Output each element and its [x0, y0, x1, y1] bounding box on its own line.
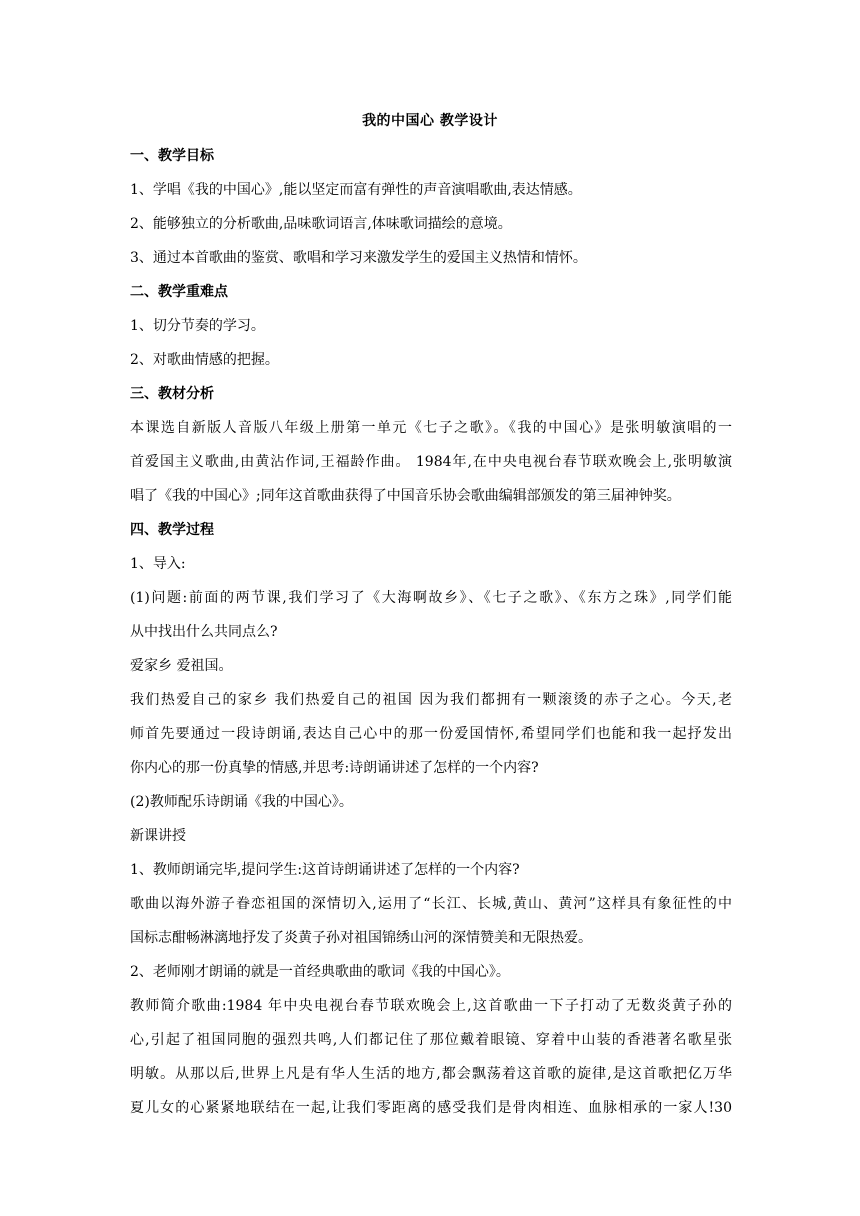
section-heading: 四、教学过程 [130, 522, 214, 538]
paragraph-line: 明敏。从那以后,世界上凡是有华人生活的地方,都会飘荡着这首歌的旋律,是这首歌把亿万华 [130, 1066, 732, 1082]
paragraph-line: 1、学唱《我的中国心》,能以坚定而富有弹性的声音演唱歌曲,表达情感。 [130, 182, 582, 198]
section-heading: 一、教学目标 [130, 148, 214, 164]
paragraph-line: 教师简介歌曲:1984 年中央电视台春节联欢晚会上,这首歌曲一下子打动了无数炎黄子孙的 [130, 998, 732, 1014]
paragraph-line: 2、对歌曲情感的把握。 [130, 352, 279, 368]
paragraph-line: 心,引起了祖国同胞的强烈共鸣,人们都记住了那位戴着眼镜、穿着中山装的香港著名歌星张 [130, 1032, 732, 1048]
section-heading: 三、教材分析 [130, 386, 214, 402]
paragraph-line: 我们热爱自己的家乡 我们热爱自己的祖国 因为我们都拥有一颗滚烫的赤子之心。今天,老 [130, 692, 732, 708]
paragraph-line: 2、老师刚才朗诵的就是一首经典歌曲的歌词《我的中国心》。 [130, 964, 510, 980]
paragraph-line: 首爱国主义歌曲,由黄沾作词,王福龄作曲。 1984年,在中央电视台春节联欢晚会上,张明敏演 [130, 454, 732, 470]
paragraph-line: 唱了《我的中国心》;同年这首歌曲获得了中国音乐协会歌曲编辑部颁发的第三届神钟奖。 [130, 488, 681, 504]
paragraph-line: 夏儿女的心紧紧地联结在一起,让我们零距离的感受我们是骨肉相连、血脉相承的一家人!30 [130, 1100, 732, 1116]
paragraph-line: 爱家乡 爱祖国。 [130, 658, 233, 674]
document-body [130, 139, 732, 1125]
section-heading: 二、教学重难点 [130, 284, 228, 300]
paragraph-line: 国标志酣畅淋漓地抒发了炎黄子孙对祖国锦绣山河的深情赞美和无限热爱。 [130, 930, 592, 946]
paragraph-line: 2、能够独立的分析歌曲,品味歌词语言,体味歌词描绘的意境。 [130, 216, 512, 232]
paragraph-line: 本课选自新版人音版八年级上册第一单元《七子之歌》。《我的中国心》是张明敏演唱的一 [130, 420, 732, 436]
paragraph-line: 3、通过本首歌曲的鉴赏、歌唱和学习来激发学生的爱国主义热情和情怀。 [130, 250, 587, 266]
paragraph-line: 师首先要通过一段诗朗诵,表达自己心中的那一份爱国情怀,希望同学们也能和我一起抒发出 [130, 726, 732, 742]
paragraph-line: 1、导入: [130, 556, 186, 572]
paragraph-line: 1、切分节奏的学习。 [130, 318, 265, 334]
paragraph-line: 新课讲授 [130, 828, 186, 844]
paragraph-line: 从中找出什么共同点么? [130, 624, 278, 640]
paragraph-line: 1、教师朗诵完毕,提问学生:这首诗朗诵讲述了怎样的一个内容? [130, 862, 520, 878]
paragraph-line: 歌曲以海外游子眷恋祖国的深情切入,运用了“长江、长城,黄山、黄河”这样具有象征性的中 [130, 896, 732, 912]
paragraph-line: (1)问题:前面的两节课,我们学习了《大海啊故乡》、《七子之歌》、《东方之珠》,同学们能 [130, 590, 732, 606]
paragraph-line: 你内心的那一份真挚的情感,并思考:诗朗诵讲述了怎样的一个内容? [130, 760, 539, 776]
paragraph-line: (2)教师配乐诗朗诵《我的中国心》。 [130, 794, 353, 810]
document-title: 我的中国心 教学设计 [362, 113, 498, 129]
